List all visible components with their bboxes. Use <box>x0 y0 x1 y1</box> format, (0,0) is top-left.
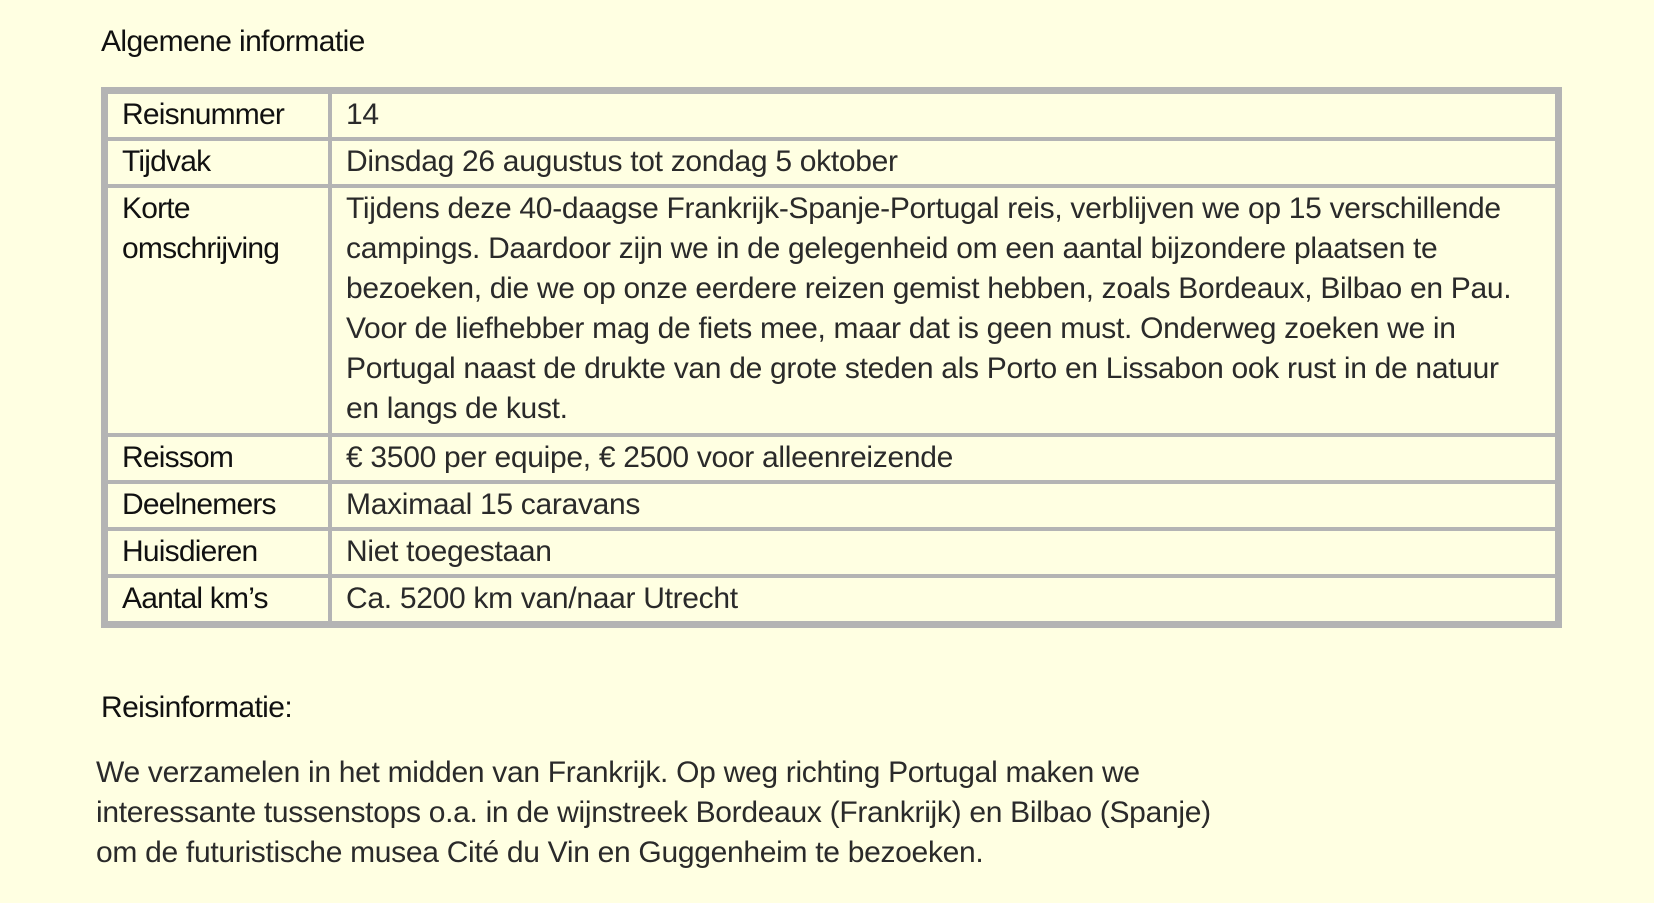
table-row <box>108 484 1555 527</box>
travel-info-paragraph: We verzamelen in het midden van Frankrijk. Op weg richting Portugal maken we interessante tussenstops o.a. in de wijnstreek Bordeaux (Frankrijk) en Bilbao (Spanje) om de futuristische musea Cité du Vin en Guggenheim te bezoeken. <box>96 756 1211 869</box>
row-value-pets: Niet toegestaan <box>332 531 1555 574</box>
row-value-participants: Maximaal 15 caravans <box>332 484 1555 527</box>
row-value-trip-number: 14 <box>332 94 1555 137</box>
row-label-distance: Aantal km’s <box>108 578 332 621</box>
table-row <box>108 437 1555 480</box>
row-label-trip-number: Reisnummer <box>108 94 332 137</box>
table-row <box>108 531 1555 574</box>
travel-info-heading: Reisinformatie: <box>101 691 293 724</box>
row-label-description: Korte omschrijving <box>108 188 332 433</box>
row-label-pets: Huisdieren <box>108 531 332 574</box>
general-info-heading: Algemene informatie <box>101 25 365 58</box>
row-value-distance: Ca. 5200 km van/naar Utrecht <box>332 578 1555 621</box>
row-value-description: Tijdens deze 40-daagse Frankrijk-Spanje-Portugal reis, verblijven we op 15 verschillende campings. Daardoor zijn we in de gelegenheid om een aantal bijzondere plaatsen te bezoeken, die we op onze eerdere reizen gemist hebben, zoals Bordeaux, Bilbao en Pau. Voor de liefhebber mag de fiets mee, maar dat is geen must. Onderweg zoeken we in Portugal naast de drukte van de grote steden als Porto en Lissabon ook rust in de natuur en langs de kust. <box>332 188 1555 433</box>
table-row <box>108 188 1555 433</box>
row-value-period: Dinsdag 26 augustus tot zondag 5 oktober <box>332 141 1555 184</box>
table-row <box>108 94 1555 137</box>
row-label-participants: Deelnemers <box>108 484 332 527</box>
row-label-period: Tijdvak <box>108 141 332 184</box>
row-label-price: Reissom <box>108 437 332 480</box>
table-row <box>108 141 1555 184</box>
table-row <box>108 578 1555 621</box>
row-value-price: € 3500 per equipe, € 2500 voor alleenreizende <box>332 437 1555 480</box>
general-info-table <box>101 87 1562 628</box>
